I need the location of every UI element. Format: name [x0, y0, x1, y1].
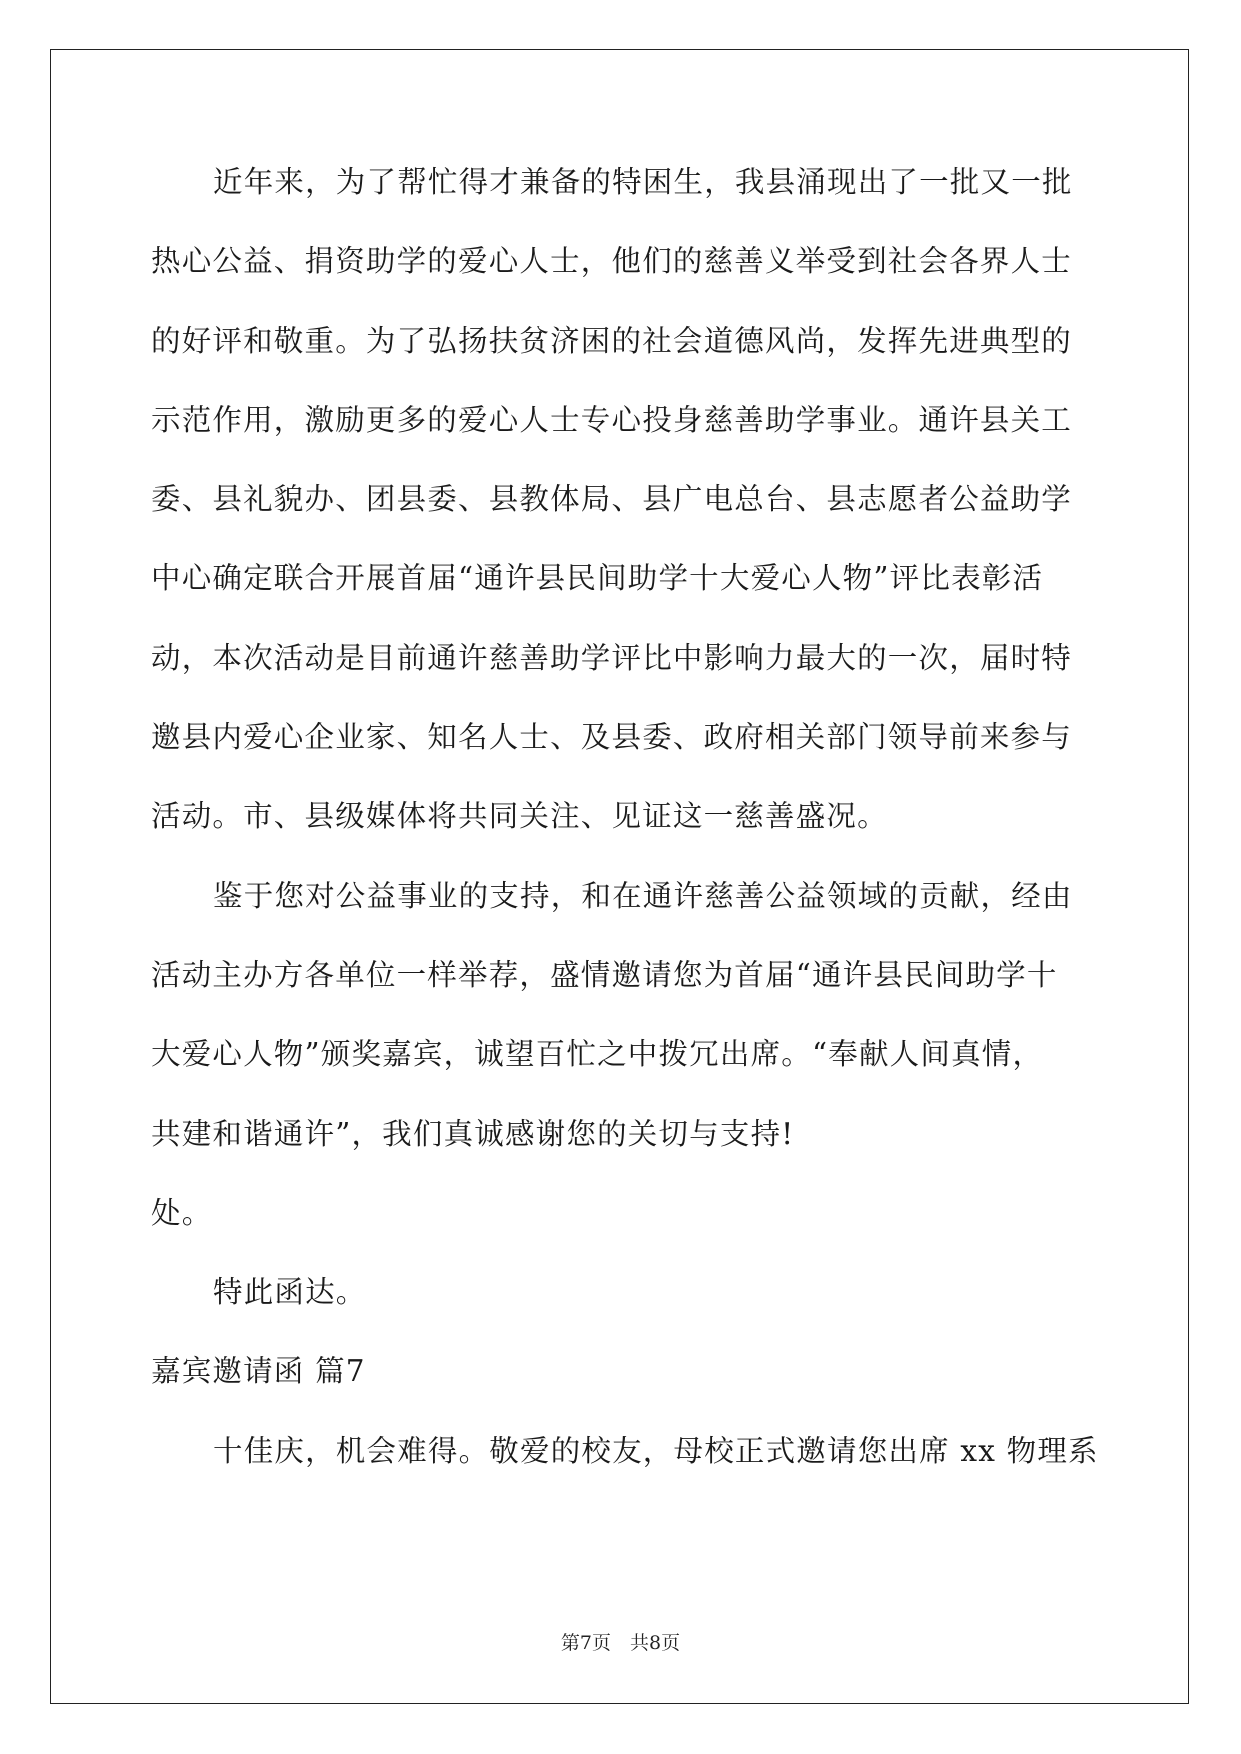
paragraph-line: 近年来，为了帮忙得才兼备的特困生，我县涌现出了一批又一批 — [213, 165, 1073, 199]
paragraph-line: 邀县内爱心企业家、知名人士、及县委、政府相关部门领导前来参与 — [151, 720, 1073, 755]
paragraph-line: 动，本次活动是目前通许慈善助学评比中影响力最大的一次，届时特 — [151, 640, 1073, 675]
paragraph-line: 活动主办方各单位一样举荐，盛情邀请您为首届“通许县民间助学十 — [151, 957, 1058, 992]
paragraph-line: 的好评和敬重。为了弘扬扶贫济困的社会道德风尚，发挥先进典型的 — [151, 323, 1073, 358]
document-body — [151, 162, 1099, 1510]
paragraph-line: 特此函达。 — [213, 1275, 367, 1310]
paragraph-line: 中心确定联合开展首届“通许县民间助学十大爱心人物”评比表彰活 — [151, 561, 1044, 596]
paragraph-line: 委、县礼貌办、团县委、县教体局、县广电总台、县志愿者公益助学 — [151, 482, 1073, 517]
paragraph-line: 处。 — [151, 1195, 213, 1230]
paragraph-line: 大爱心人物”颁奖嘉宾，诚望百忙之中拨冗出席。“奉献人间真情， — [151, 1037, 1044, 1072]
paragraph-line: 活动。市、县级媒体将共同关注、见证这一慈善盛况。 — [151, 799, 888, 834]
paragraph-line: 热心公益、捐资助学的爱心人士，他们的慈善义举受到社会各界人士 — [151, 244, 1073, 279]
paragraph-line: 示范作用，激励更多的爱心人士专心投身慈善助学事业。通许县关工 — [151, 402, 1073, 437]
page-number: 第7页 共8页 — [560, 1632, 681, 1654]
paragraph-line: 鉴于您对公益事业的支持，和在通许慈善公益领域的贡献，经由 — [213, 878, 1073, 913]
paragraph-line: 共建和谐通许”，我们真诚感谢您的关切与支持! — [151, 1116, 795, 1151]
section-heading: 嘉宾邀请函 篇7 — [151, 1354, 366, 1389]
paragraph-line: 十佳庆，机会难得。敬爱的校友，母校正式邀请您出席 xx 物理系 — [213, 1433, 1099, 1468]
